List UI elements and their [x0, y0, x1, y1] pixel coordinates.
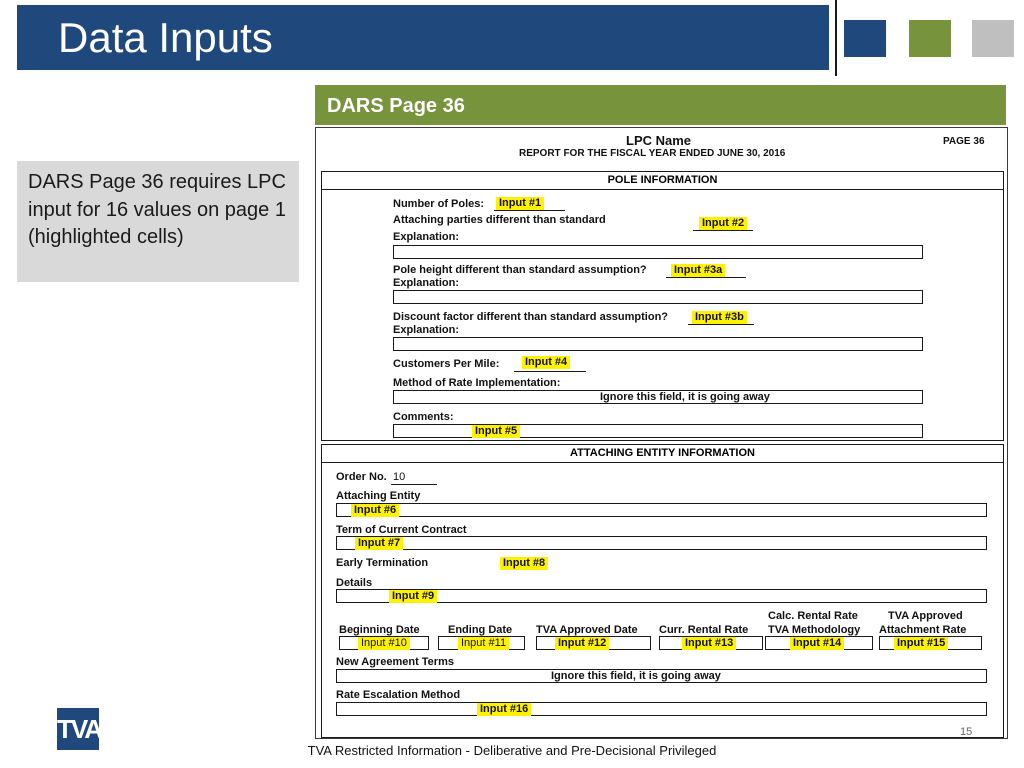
attaching-entity-field — [336, 503, 987, 517]
tva-approved-label-2: Attachment Rate — [879, 624, 967, 636]
input-16: Input #16 — [477, 703, 531, 716]
footer-disclaimer: TVA Restricted Information - Deliberative and Pre-Decisional Privileged — [307, 743, 717, 758]
comments-label: Comments: — [393, 411, 454, 423]
explanation-field-3 — [393, 337, 923, 351]
num-poles-label: Number of Poles: — [393, 198, 485, 210]
explanation-label-1: Explanation: — [393, 231, 460, 243]
input-3b: Input #3b — [692, 311, 747, 324]
input-2: Input #2 — [699, 217, 747, 230]
doc-subtitle: REPORT FOR THE FISCAL YEAR ENDED JUNE 30, 2016 — [519, 148, 786, 159]
tva-logo: TVA — [57, 708, 99, 750]
new-agreement-terms-label: New Agreement Terms — [336, 656, 454, 668]
input-1: Input #1 — [496, 197, 544, 210]
attaching-parties-label: Attaching parties different than standard — [393, 214, 606, 226]
curr-rental-rate-field — [659, 636, 763, 650]
ending-date-field — [438, 636, 525, 650]
header-divider — [835, 0, 837, 76]
rate-escalation-label: Rate Escalation Method — [336, 689, 461, 701]
explanation-field-1 — [393, 245, 923, 259]
input-10: Input #10 — [358, 637, 410, 650]
calc-rental-rate-field — [765, 636, 873, 650]
input-7: Input #7 — [355, 537, 403, 550]
pole-height-label: Pole height different than standard assumption? — [393, 264, 647, 276]
slide-page-number: 15 — [960, 726, 973, 738]
input-14: Input #14 — [790, 637, 844, 650]
order-no-value: 10 — [393, 471, 406, 483]
details-label: Details — [336, 577, 373, 589]
pole-info-heading: POLE INFORMATION — [322, 172, 1003, 190]
input-9: Input #9 — [389, 590, 437, 603]
explanation-label-3: Explanation: — [393, 324, 460, 336]
input-12: Input #12 — [555, 637, 609, 650]
input-13: Input #13 — [682, 637, 736, 650]
explanation-label-2: Explanation: — [393, 277, 460, 289]
term-contract-label: Term of Current Contract — [336, 524, 467, 536]
input-5: Input #5 — [472, 425, 520, 438]
doc-title: LPC Name — [626, 133, 692, 148]
dars-page-tab-label: DARS Page 36 — [327, 95, 465, 117]
curr-rental-rate-label: Curr. Rental Rate — [659, 624, 749, 636]
new-agreement-terms-value: Ignore this field, it is going away — [551, 670, 721, 682]
calc-rate-label-1: Calc. Rental Rate — [768, 610, 858, 622]
discount-factor-label: Discount factor different than standard assumption? — [393, 311, 669, 323]
green-square-decor — [909, 20, 951, 57]
details-field — [336, 589, 987, 603]
dars-form-image — [315, 127, 1008, 739]
attaching-entity-heading: ATTACHING ENTITY INFORMATION — [322, 445, 1003, 463]
tva-approved-date-field — [536, 636, 651, 650]
tva-approved-label-1: TVA Approved — [888, 610, 963, 622]
comments-field — [393, 424, 923, 438]
input-3a: Input #3a — [671, 264, 725, 277]
method-rate-label: Method of Rate Implementation: — [393, 377, 561, 389]
attaching-entity-label: Attaching Entity — [336, 490, 421, 502]
customers-per-mile-label: Customers Per Mile: — [393, 358, 500, 370]
slide-title: Data Inputs — [58, 14, 273, 61]
early-termination-label: Early Termination — [336, 557, 429, 569]
beginning-date-field — [339, 636, 429, 650]
beginning-date-label: Beginning Date — [339, 624, 420, 636]
new-agreement-terms-field — [336, 669, 987, 683]
order-no-label: Order No. — [336, 471, 387, 483]
input-4: Input #4 — [522, 356, 570, 369]
method-rate-field — [393, 390, 923, 404]
input-15: Input #15 — [894, 637, 948, 650]
blue-square-decor — [844, 20, 886, 57]
input-11: Input #11 — [458, 637, 509, 650]
doc-page-number: PAGE 36 — [943, 136, 985, 147]
term-contract-field — [336, 536, 987, 550]
calc-rate-label-2: TVA Methodology — [768, 624, 861, 636]
gray-square-decor — [972, 20, 1014, 57]
rate-escalation-field — [336, 702, 987, 716]
explanation-field-2 — [393, 290, 923, 304]
input-8: Input #8 — [500, 557, 548, 570]
tva-approved-rate-field — [879, 636, 982, 650]
method-rate-value: Ignore this field, it is going away — [600, 391, 770, 403]
callout-text: DARS Page 36 requires LPC input for 16 values on page 1 (highlighted cells) — [28, 171, 286, 248]
tva-approved-date-label: TVA Approved Date — [536, 624, 638, 636]
input-6: Input #6 — [351, 504, 399, 517]
ending-date-label: Ending Date — [448, 624, 513, 636]
